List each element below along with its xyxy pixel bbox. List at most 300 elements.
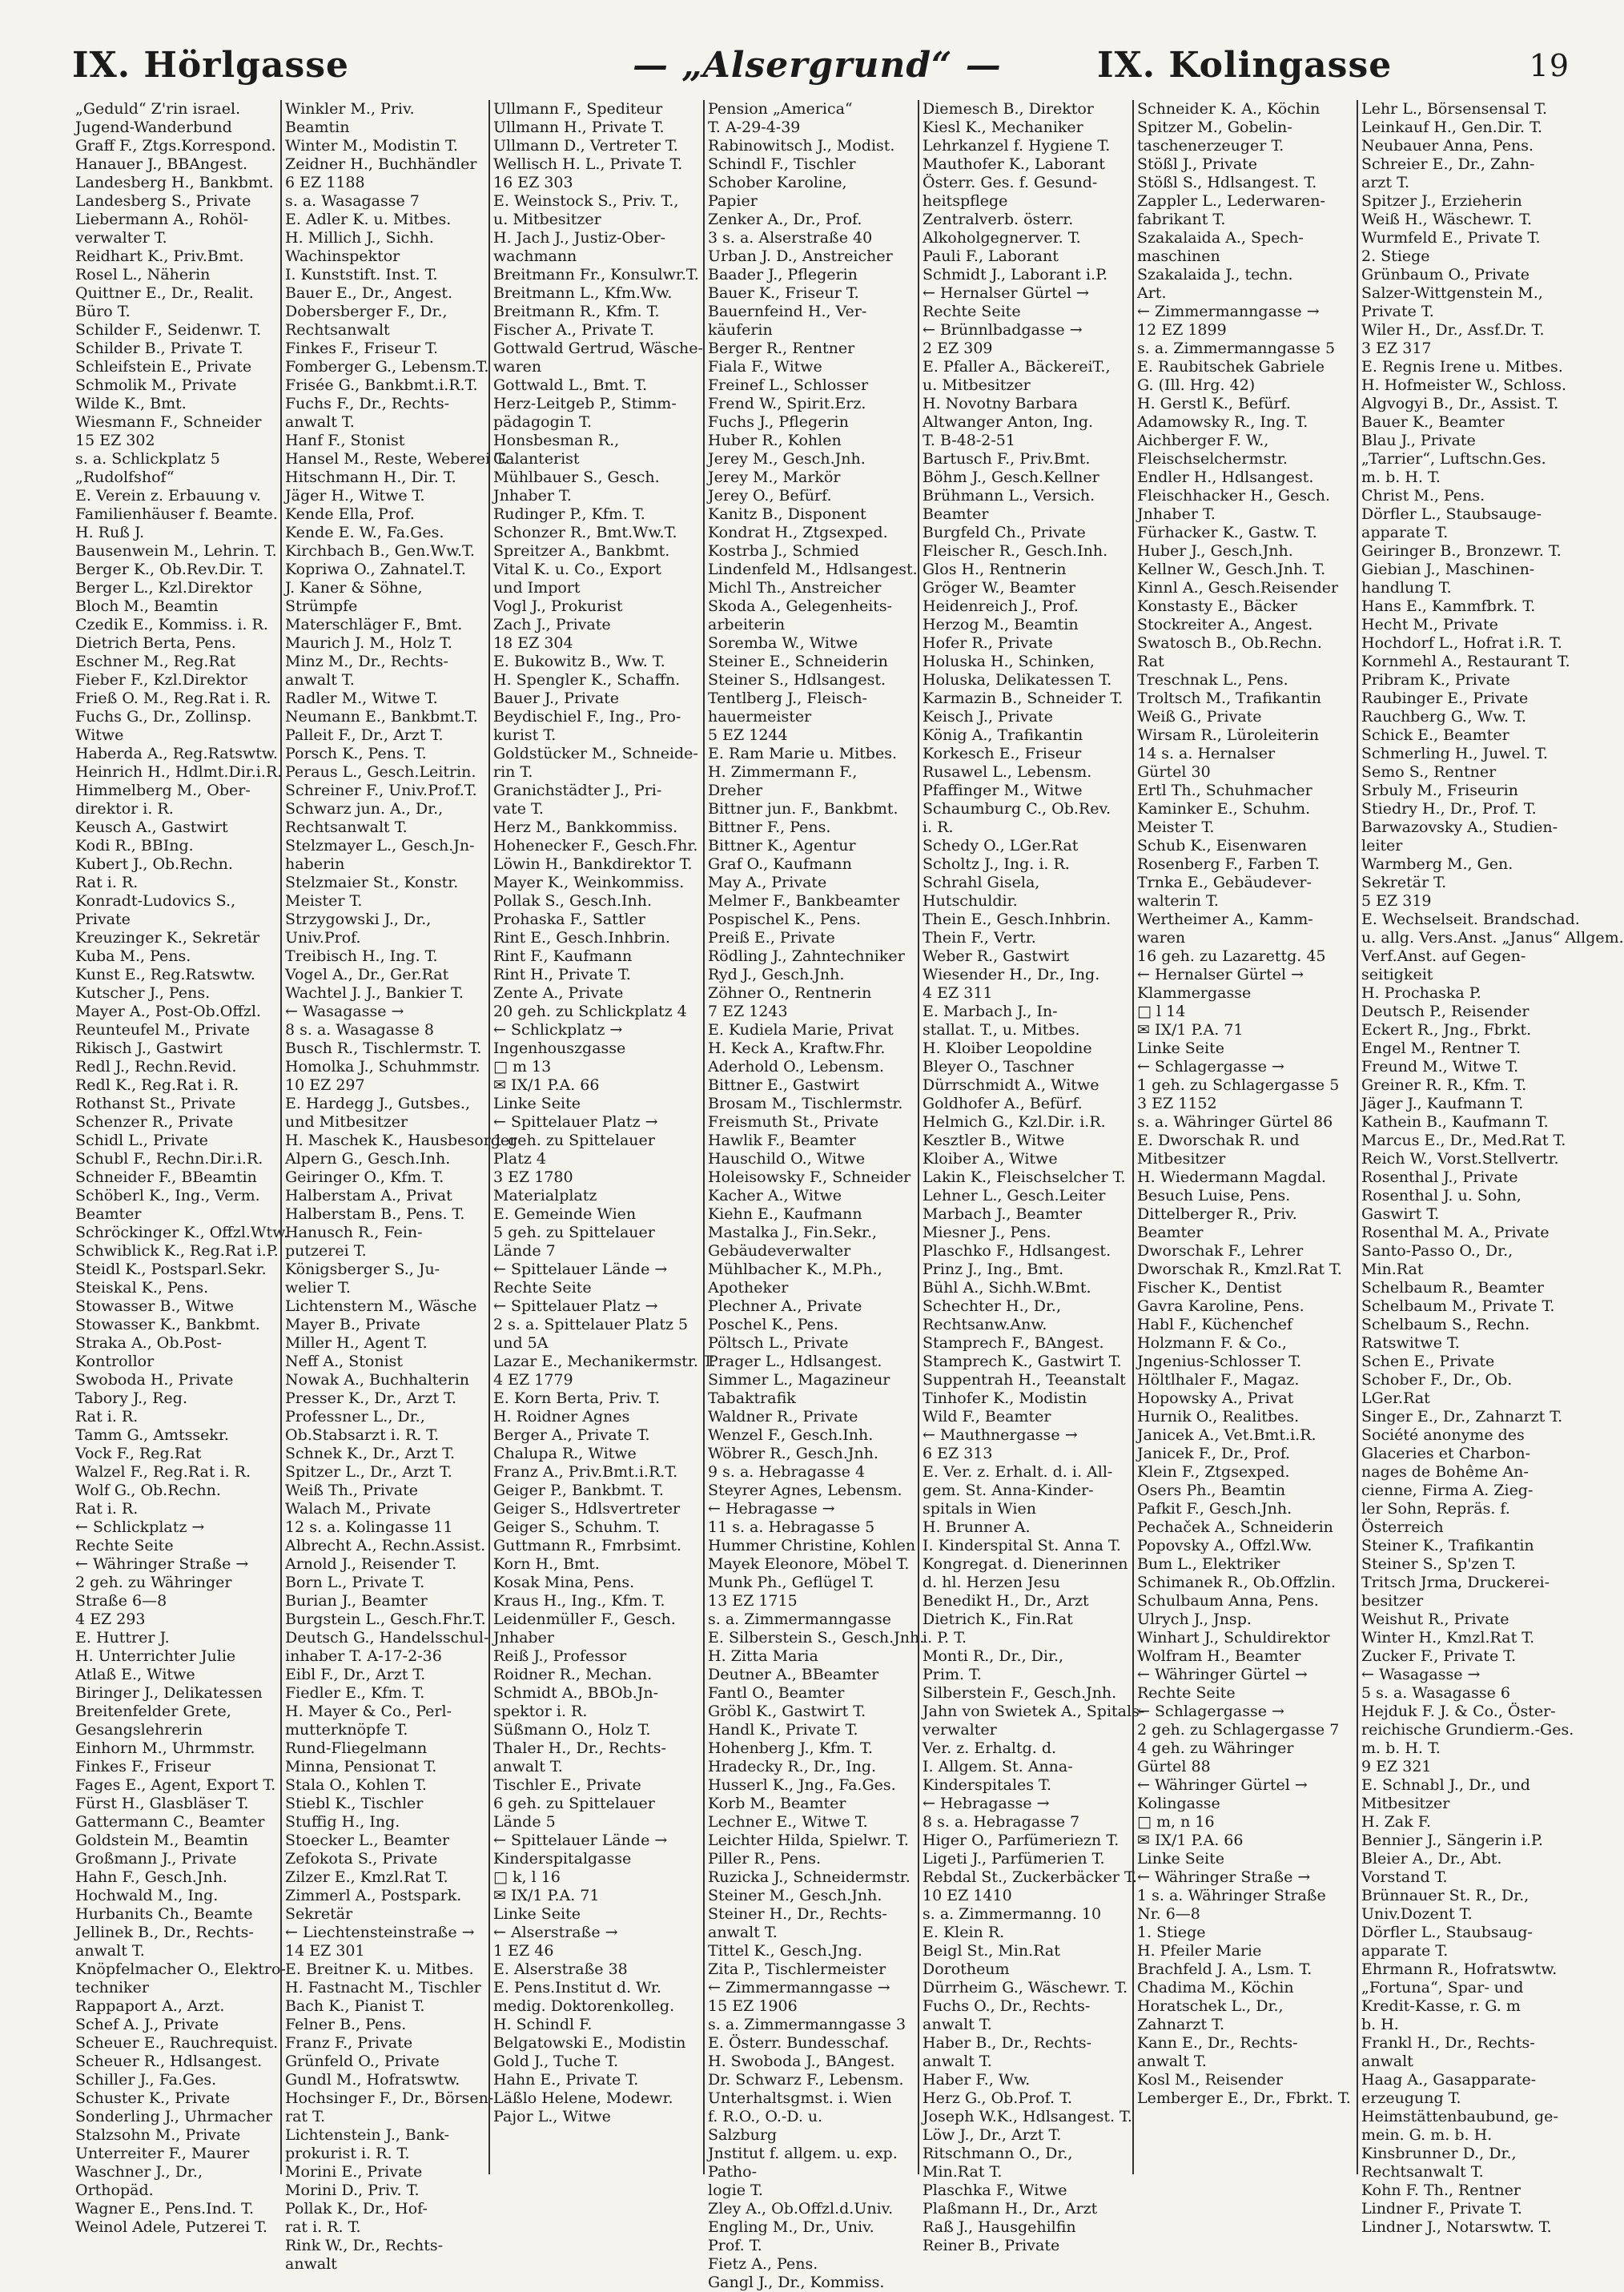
directory-line: Vock F., Reg.Rat	[75, 1445, 202, 1462]
directory-line: Vital K. u. Co., Export	[493, 561, 661, 578]
directory-line: spektor i. R.	[493, 1703, 588, 1720]
directory-line: arbeiterin	[708, 616, 786, 633]
directory-line: Ritschmann O., Dr.,	[923, 2145, 1073, 2162]
directory-line: Rikisch J., Gastwirt	[75, 1039, 223, 1057]
directory-line: Herz-Leitgeb P., Stimm-	[493, 395, 677, 412]
directory-line: H. Spengler K., Schaffn.	[493, 671, 681, 689]
directory-line: Kuba M., Pens.	[75, 947, 191, 965]
directory-line: Engel M., Rentner T.	[1361, 1039, 1521, 1057]
directory-line: Kesztler B., Witwe	[923, 1132, 1065, 1149]
directory-line: Chalupa R., Witwe	[493, 1445, 637, 1462]
directory-line: Schechter H., Dr.,	[923, 1297, 1062, 1315]
directory-line: 3 EZ 1152	[1137, 1095, 1217, 1112]
directory-line: Fantl O., Beamter	[708, 1684, 845, 1702]
directory-line: Weiß H., Wäschewr. T.	[1361, 211, 1533, 228]
directory-line: Kolingasse	[1137, 1795, 1220, 1812]
directory-line: Galanterist	[493, 450, 580, 468]
directory-line: Zahnarzt T.	[1137, 2016, 1225, 2033]
directory-line: Spitzer M., Gobelin-	[1137, 119, 1292, 136]
directory-line: anwalt	[1361, 2053, 1413, 2070]
directory-line: Schmidt J., Laborant i.P.	[923, 266, 1108, 283]
directory-line: Schmerling H., Juwel. T.	[1361, 745, 1548, 762]
directory-line: Liebermann A., Rohöl-	[75, 211, 249, 228]
directory-line: Ruzicka J., Schneidermstr.	[708, 1868, 910, 1886]
directory-line: Beamtin	[285, 119, 350, 136]
directory-line: Rechtsanwalt	[285, 321, 390, 339]
directory-line: Semo S., Rentner	[1361, 763, 1497, 781]
directory-line: Janicek F., Dr., Prof.	[1137, 1445, 1291, 1462]
directory-line: Mauthofer K., Laborant	[923, 155, 1105, 173]
directory-line: Jerey O., Befürf.	[708, 487, 832, 505]
directory-line: Löwin H., Bankdirektor T.	[493, 855, 693, 873]
directory-line: stallat. T., u. Mitbes.	[923, 1021, 1080, 1039]
directory-line: Landesberg S., Private	[75, 192, 251, 210]
directory-line: Schmidt A., BBOb.Jn-	[493, 1684, 658, 1702]
directory-line: 4 EZ 1779	[493, 1371, 573, 1389]
directory-line: Lindner J., Notarswtw. T.	[1361, 2218, 1552, 2236]
directory-line: Lehner L., Gesch.Leiter	[923, 1187, 1106, 1204]
directory-line: Troltsch M., Trafikantin	[1137, 690, 1321, 707]
directory-line: 4 geh. zu Währinger	[1137, 1739, 1294, 1757]
directory-line: Gröbl K., Gastwirt T.	[708, 1703, 866, 1720]
directory-line: Suppentrah H., Teeanstalt	[923, 1371, 1126, 1389]
directory-line: ← Brünnlbadgasse →	[923, 321, 1083, 339]
directory-line: m. b. H. T.	[1361, 1739, 1441, 1757]
directory-line: Frend W., Spirit.Erz.	[708, 395, 866, 412]
directory-line: Chadima M., Köchin	[1137, 1979, 1294, 1996]
directory-line: E. Marbach J., In-	[923, 1003, 1058, 1020]
directory-line: medig. Doktorenkolleg.	[493, 1997, 675, 2015]
directory-line: Schulbaum Anna, Pens.	[1137, 1592, 1319, 1610]
directory-line: spitals in Wien	[923, 1500, 1036, 1518]
directory-line: Bum L., Elektriker	[1137, 1555, 1280, 1573]
directory-line: Raß J., Hausgehilfin	[923, 2218, 1076, 2236]
directory-line: Schindl F., Tischler	[708, 155, 856, 173]
directory-line: Süßmann O., Holz T.	[493, 1721, 651, 1739]
directory-line: Schick E., Beamter	[1361, 726, 1509, 744]
directory-line: Holuska, Delikatessen T.	[923, 671, 1112, 689]
directory-line: Weber R., Gastwirt	[923, 947, 1070, 965]
directory-line: E. Schnabl J., Dr., und	[1361, 1776, 1530, 1794]
directory-line: Salzer-Wittgenstein M.,	[1361, 284, 1543, 302]
directory-line: Bach K., Pianist T.	[285, 1997, 425, 2015]
directory-line: Goldstücker M., Schneide-	[493, 745, 698, 762]
directory-line: E. Wechselseit. Brandschad.	[1361, 911, 1580, 928]
directory-line: und 5A	[493, 1334, 549, 1352]
column-5	[918, 100, 1145, 2254]
directory-line: Bauer K., Friseur T.	[708, 284, 859, 302]
directory-line: b. H.	[1361, 2016, 1399, 2033]
directory-line: Rint E., Gesch.Inhbrin.	[493, 929, 670, 947]
directory-line: Rint F., Kaufmann	[493, 947, 633, 965]
directory-line: Wöbrer R., Gesch.Jnh.	[708, 1445, 878, 1462]
directory-line: Prinz J., Ing., Bmt.	[923, 1261, 1064, 1278]
page-number: 19	[1529, 48, 1570, 83]
directory-line: Art.	[1137, 284, 1167, 302]
directory-line: 16 geh. zu Lazarettg. 45	[1137, 947, 1326, 965]
directory-line: „Fortuna“, Spar- und	[1361, 1979, 1524, 1996]
directory-line: i. P. T.	[923, 1629, 967, 1647]
directory-line: Monti R., Dr., Dir.,	[923, 1647, 1064, 1665]
directory-line: Neff A., Stonist	[285, 1353, 404, 1370]
directory-line: apparate T.	[1361, 524, 1449, 541]
directory-line: Korn H., Bmt.	[493, 1555, 600, 1573]
directory-line: ← Zimmermanngasse →	[708, 1979, 890, 1996]
directory-line: Schiller J., Fa.Ges.	[75, 2071, 217, 2089]
directory-line: 12 s. a. Kolingasse 11	[285, 1518, 453, 1536]
directory-line: Thaler H., Dr., Rechts-	[493, 1739, 666, 1757]
directory-line: 1 s. a. Währinger Straße	[1137, 1887, 1326, 1904]
directory-line: ✉ IX/1 P.A. 66	[493, 1076, 600, 1094]
directory-line: anwalt T.	[75, 1942, 145, 1960]
directory-line: anwalt T.	[923, 2053, 992, 2070]
directory-line: Urban J. D., Anstreicher	[708, 247, 893, 265]
directory-line: Witwe	[75, 726, 124, 744]
directory-line: Kodi R., BBIng.	[75, 837, 194, 854]
directory-line: welier T.	[285, 1279, 351, 1297]
directory-line: Reunteufel M., Private	[75, 1021, 250, 1039]
directory-line: logie T.	[708, 2181, 763, 2199]
directory-line: Kanitz B., Disponent	[708, 505, 866, 523]
directory-line: Mayer B., Private	[285, 1316, 420, 1333]
directory-line: Berger A., Private T.	[493, 1426, 650, 1444]
directory-line: Dittelberger R., Priv.	[1137, 1205, 1297, 1223]
directory-line: Beamter	[923, 505, 989, 523]
directory-line: Fuchs G., Dr., Zollinsp.	[75, 708, 252, 726]
directory-line: Hohenecker F., Gesch.Fhr.	[493, 837, 698, 854]
directory-line: Dietrich K., Fin.Rat	[923, 1610, 1073, 1628]
directory-line: Gangl J., Dr., Kommiss.	[708, 2274, 885, 2291]
directory-line: Korkesch E., Friseur	[923, 745, 1082, 762]
directory-line: Hurnik O., Realitbes.	[1137, 1408, 1300, 1425]
directory-line: Zeidner H., Buchhändler	[285, 155, 477, 173]
directory-line: 5 EZ 319	[1361, 892, 1432, 910]
directory-line: Arnold J., Reisender T.	[285, 1555, 457, 1573]
directory-line: Jerey M., Gesch.Jnh.	[708, 450, 866, 468]
directory-line: Schmolik M., Private	[75, 376, 237, 394]
directory-line: Rebdal St., Zuckerbäcker T.	[923, 1868, 1137, 1886]
directory-line: □ m 13	[493, 1058, 552, 1076]
directory-line: Mühlbauer S., Gesch.	[493, 468, 660, 486]
directory-line: Rint H., Private T.	[493, 966, 631, 983]
directory-line: m. b. H. T.	[1361, 468, 1441, 486]
directory-line: Helmich G., Kzl.Dir. i.R.	[923, 1113, 1106, 1131]
directory-line: Schober F., Dr., Ob.	[1361, 1371, 1513, 1389]
directory-line: Swatosch B., Ob.Rechn.	[1137, 634, 1322, 652]
directory-line: mutterknöpfe T.	[285, 1721, 408, 1739]
directory-line: Kacher A., Witwe	[708, 1187, 842, 1204]
directory-line: Adamowsky R., Ing. T.	[1137, 413, 1308, 431]
directory-line: H. Zimmermann F.,	[708, 763, 858, 781]
directory-line: Rat i. R.	[75, 874, 139, 891]
directory-line: Plechner A., Private	[708, 1297, 862, 1315]
directory-line: Hutschuldir.	[923, 892, 1018, 910]
directory-line: Böhm J., Gesch.Kellner	[923, 468, 1099, 486]
directory-line: s. a. Zimmermanngasse 3	[708, 2016, 906, 2033]
directory-line: Univ.Prof.	[285, 929, 361, 947]
directory-line: Steyrer Agnes, Lebensm.	[708, 1482, 902, 1499]
directory-line: Geiger S., Schuhm. T.	[493, 1518, 660, 1536]
directory-line: Wiesmann F., Schneider	[75, 413, 262, 431]
directory-line: Bühl A., Sichh.W.Bmt.	[923, 1279, 1091, 1297]
directory-line: Vogel A., Dr., Ger.Rat	[285, 966, 449, 983]
directory-line: Scholtz J., Ing. i. R.	[923, 855, 1070, 873]
directory-line: Kirchbach B., Gen.Ww.T.	[285, 542, 475, 560]
directory-line: Wurmfeld E., Private T.	[1361, 229, 1541, 247]
directory-line: Dörfler L., Staubsauge-	[1361, 505, 1542, 523]
directory-line: Schidl L., Private	[75, 1132, 208, 1149]
directory-line: haberin	[285, 855, 345, 873]
directory-line: Orthopäd.	[75, 2181, 154, 2199]
directory-line: maschinen	[1137, 247, 1220, 265]
directory-line: Linke Seite	[493, 1905, 581, 1923]
directory-line: Giebian J., Maschinen-	[1361, 561, 1535, 578]
directory-line: Kiesl K., Mechaniker	[923, 119, 1083, 136]
directory-line: H. Prochaska P.	[1361, 984, 1481, 1002]
directory-line: I. Kinderspital St. Anna T.	[923, 1537, 1121, 1554]
directory-line: Engling M., Dr., Univ.	[708, 2218, 874, 2236]
directory-line: E. Ver. z. Erhalt. d. i. All-	[923, 1463, 1113, 1481]
directory-line: E. Pens.Institut d. Wr.	[493, 1979, 661, 1996]
directory-line: 2 geh. zu Währinger	[75, 1574, 232, 1591]
directory-line: Jäger J., Kaufmann T.	[1361, 1095, 1524, 1112]
directory-line: Strzygowski J., Dr.,	[285, 911, 432, 928]
directory-line: Korb M., Beamter	[708, 1795, 846, 1812]
directory-line: Rechtsanwalt T.	[285, 818, 408, 836]
directory-line: Husserl K., Jng., Fa.Ges.	[708, 1776, 896, 1794]
directory-line: Singer E., Dr., Zahnarzt T.	[1361, 1408, 1563, 1425]
directory-line: Lazar E., Mechanikermstr. T.	[493, 1353, 716, 1370]
directory-line: Ryd J., Gesch.Jnh.	[708, 966, 845, 983]
directory-line: d. hl. Herzen Jesu	[923, 1574, 1060, 1591]
directory-line: ✉ IX/1 P.A. 71	[1137, 1021, 1244, 1039]
directory-line: u. Mitbesitzer	[923, 376, 1031, 394]
directory-line: Sekretär T.	[1361, 874, 1447, 891]
directory-line: inhaber T. A-17-2-36	[285, 1647, 442, 1665]
directory-line: □ l 14	[1137, 1003, 1186, 1020]
directory-line: Bittner jun. F., Bankbmt.	[708, 800, 898, 818]
directory-line: Kosak Mina, Pens.	[493, 1574, 635, 1591]
directory-line: Burian J., Beamter	[285, 1592, 428, 1610]
directory-line: 8 s. a. Hebragasse 7	[923, 1813, 1080, 1831]
directory-line: rat i. R. T.	[285, 2218, 361, 2236]
directory-line: H. Mayer & Co., Perl-	[285, 1703, 452, 1720]
directory-line: Schwiblick K., Reg.Rat i.P.	[75, 1242, 279, 1260]
directory-line: Rosel L., Näherin	[75, 266, 211, 283]
directory-line: Patho-	[708, 2163, 757, 2181]
directory-line: Rusawel L., Lebensm.	[923, 763, 1092, 781]
directory-line: Hofer R., Private	[923, 634, 1053, 652]
directory-line: Gottwald Gertrud, Wäsche-	[493, 340, 703, 357]
directory-line: Dworschak F., Lehrer	[1137, 1242, 1304, 1260]
directory-line: Benedikt H., Dr., Arzt	[923, 1592, 1089, 1610]
directory-line: Bittner K., Agentur	[708, 837, 856, 854]
directory-line: Ob.Stabsarzt i. R. T.	[285, 1426, 440, 1444]
directory-line: Büro T.	[75, 303, 131, 320]
directory-line: ler Sohn, Repräs. f.	[1361, 1500, 1510, 1518]
directory-line: E. Verein z. Erbauung v.	[75, 487, 261, 505]
directory-line: ← Hernalser Gürtel →	[923, 284, 1090, 302]
directory-line: 1 geh. zu Spittelauer	[493, 1132, 655, 1149]
directory-line: anwalt	[285, 2255, 337, 2273]
directory-line: Nowak A., Buchhalterin	[285, 1371, 470, 1389]
directory-line: Eschner M., Reg.Rat	[75, 653, 236, 670]
directory-line: Kunst E., Reg.Ratswtw.	[75, 966, 255, 983]
directory-line: Nr. 6—8	[1137, 1905, 1200, 1923]
directory-line: E. Dworschak R. und	[1137, 1132, 1300, 1149]
directory-line: Schelbaum R., Beamter	[1361, 1279, 1544, 1297]
directory-line: Schöberl K., Ing., Verm.	[75, 1187, 260, 1204]
directory-line: Steiner S., Hdlsangest.	[708, 671, 886, 689]
directory-line: Reiner B., Private	[923, 2237, 1060, 2254]
directory-line: Porsch K., Pens. T.	[285, 745, 427, 762]
directory-line: Eckert R., Jng., Fbrkt.	[1361, 1021, 1532, 1039]
directory-line: Hopowsky A., Privat	[1137, 1389, 1294, 1407]
directory-line: Wertheimer A., Kamm-	[1137, 911, 1313, 928]
directory-line: Rat i. R.	[75, 1408, 139, 1425]
directory-line: Piller R., Pens.	[708, 1850, 822, 1868]
directory-line: Guttmann R., Fmrbsimt.	[493, 1537, 681, 1554]
directory-line: Prof. T.	[708, 2237, 762, 2254]
directory-line: Zita P., Tischlermeister	[708, 1960, 886, 1978]
directory-line: Stelzmayer L., Gesch.Jn-	[285, 837, 475, 854]
directory-line: Rosenthal J., Private	[1361, 1168, 1518, 1186]
directory-line: Ligeti J., Parfümerien T.	[923, 1850, 1105, 1868]
directory-line: Geiringer O., Kfm. T.	[285, 1168, 444, 1186]
column-4	[703, 100, 925, 2291]
directory-line: 5 geh. zu Spittelauer	[493, 1224, 655, 1241]
directory-line: Platz 4	[493, 1150, 546, 1168]
directory-line: 13 EZ 1715	[708, 1592, 798, 1610]
directory-line: 14 s. a. Hernalser	[1137, 745, 1276, 762]
directory-line: Gröger W., Beamter	[923, 579, 1076, 597]
directory-line: Stala O., Kohlen T.	[285, 1776, 427, 1794]
directory-line: Honsbesman R.,	[493, 432, 620, 449]
directory-line: käuferin	[708, 321, 773, 339]
directory-line: Lichtenstein J., Bank-	[285, 2126, 450, 2144]
directory-line: Heimstättenbaubund, ge-	[1361, 2108, 1558, 2125]
directory-line: Hradecky R., Dr., Ing.	[708, 1758, 877, 1775]
directory-line: Jäger H., Witwe T.	[285, 487, 425, 505]
directory-line: Frisée G., Bankbmt.i.R.T.	[285, 376, 478, 394]
directory-line: Schleifstein E., Private	[75, 358, 252, 376]
directory-line: Wenzel F., Gesch.Inh.	[708, 1426, 874, 1444]
directory-line: Weinol Adele, Putzerei T.	[75, 2218, 267, 2236]
directory-line: Brachfeld J. A., Lsm. T.	[1137, 1960, 1312, 1978]
directory-line: besitzer	[1361, 1592, 1424, 1610]
directory-line: Eibl F., Dr., Arzt T.	[285, 1666, 426, 1683]
directory-line: Weishut R., Private	[1361, 1610, 1509, 1628]
directory-line: mein. G. m. b. H.	[1361, 2126, 1493, 2144]
directory-line: Redl J., Rechn.Revid.	[75, 1058, 237, 1076]
directory-line: direktor i. R.	[75, 800, 174, 818]
directory-line: verwalter	[923, 1721, 997, 1739]
directory-line: Mitbesitzer	[1137, 1150, 1226, 1168]
directory-line: Steiner H., Dr., Rechts-	[708, 1905, 887, 1923]
directory-line: Szakalaida A., Spech-	[1137, 229, 1304, 247]
directory-line: Waschner J., Dr.,	[75, 2163, 203, 2181]
directory-line: 2 s. a. Spittelauer Platz 5	[493, 1316, 689, 1333]
directory-line: Bauer K., Beamter	[1361, 413, 1505, 431]
directory-line: Weiß G., Private	[1137, 708, 1262, 726]
directory-line: hauermeister	[708, 708, 812, 726]
directory-line: Deutsch G., Handelsschul-	[285, 1629, 489, 1647]
directory-line: Rauchberg G., Ww. T.	[1361, 708, 1527, 726]
directory-line: Goldstein M., Beamtin	[75, 1832, 248, 1849]
directory-line: Treschnak L., Pens.	[1137, 671, 1288, 689]
directory-line: Fischer A., Private T.	[493, 321, 654, 339]
directory-line: Wild F., Beamter	[923, 1408, 1051, 1425]
directory-line: Plaschka F., Witwe	[923, 2181, 1067, 2199]
directory-line: handlung T.	[1361, 579, 1452, 597]
directory-line: Jngenius-Schlosser T.	[1137, 1353, 1302, 1370]
directory-line: pädagogin T.	[493, 413, 593, 431]
directory-line: LGer.Rat	[1361, 1389, 1430, 1407]
directory-line: Rothanst St., Private	[75, 1095, 236, 1112]
directory-line: Zöhner O., Rentnerin	[708, 984, 872, 1002]
directory-line: Reidhart K., Priv.Bmt.	[75, 247, 244, 265]
directory-line: und Import	[493, 579, 581, 597]
directory-line: Hochdorf L., Hofrat i.R. T.	[1361, 634, 1562, 652]
directory-line: Jnstitut f. allgem. u. exp.	[708, 2145, 898, 2162]
directory-line: Gaswirt T.	[1361, 1205, 1440, 1223]
directory-line: Walach M., Private	[285, 1500, 431, 1518]
directory-line: 10 EZ 1410	[923, 1887, 1012, 1904]
directory-line: Altwanger Anton, Ing.	[923, 413, 1094, 431]
directory-line: Gattermann C., Beamter	[75, 1813, 265, 1831]
directory-line: Vorstand T.	[1361, 1868, 1448, 1886]
directory-line: ← Zimmermanngasse →	[1137, 303, 1320, 320]
directory-line: 11 s. a. Hebragasse 5	[708, 1518, 875, 1536]
directory-line: Hauschild O., Witwe	[708, 1150, 866, 1168]
directory-line: E. Kudiela Marie, Privat	[708, 1021, 894, 1039]
directory-line: Warmberg M., Gen.	[1361, 855, 1513, 873]
directory-line: Kende E. W., Fa.Ges.	[285, 524, 444, 541]
directory-line: Graf O., Kaufmann	[708, 855, 852, 873]
directory-line: E. Adler K. u. Mitbes.	[285, 211, 452, 228]
directory-line: 5 EZ 1244	[708, 726, 788, 744]
directory-line: Endler H., Hdlsangest.	[1137, 468, 1314, 486]
directory-line: Pribram K., Private	[1361, 671, 1510, 689]
directory-line: ← Währinger Straße →	[75, 1555, 249, 1573]
directory-line: Pfaffinger M., Witwe	[923, 782, 1083, 799]
directory-line: fabrikant T.	[1137, 211, 1226, 228]
directory-line: Freinef L., Schlosser	[708, 376, 869, 394]
directory-line: Verf.Anst. auf Gegen-	[1361, 947, 1526, 965]
directory-line: Steiskal K., Pens.	[75, 1279, 209, 1297]
directory-line: Steiner E., Schneiderin	[708, 653, 888, 670]
directory-line: Leinkauf H., Gen.Dir. T.	[1361, 119, 1543, 136]
directory-line: Vogl J., Prokurist	[493, 597, 623, 615]
directory-line: Melmer F., Bankbeamter	[708, 892, 900, 910]
directory-line: Gold J., Tuche T.	[493, 2053, 619, 2070]
directory-line: Dürrheim G., Wäschewr. T.	[923, 1979, 1128, 1996]
directory-line: Soremba W., Witwe	[708, 634, 858, 652]
directory-line: E. Raubitschek Gabriele	[1137, 358, 1325, 376]
directory-line: Schober Karoline,	[708, 174, 847, 191]
directory-line: Pafkit F., Gesch.Jnh.	[1137, 1500, 1292, 1518]
directory-line: H. Wiedermann Magdal.	[1137, 1168, 1327, 1186]
directory-line: Linke Seite	[1137, 1850, 1224, 1868]
directory-line: leiter	[1361, 837, 1403, 854]
directory-line: Finkes F., Friseur	[75, 1758, 211, 1775]
directory-line: Jerey M., Markör	[708, 468, 841, 486]
directory-line: E. Regnis Irene u. Mitbes.	[1361, 358, 1563, 376]
directory-line: Bittner E., Gastwirt	[708, 1076, 859, 1094]
directory-line: Homolka J., Schuhmmstr.	[285, 1058, 480, 1076]
directory-line: Burgstein L., Gesch.Fhr.T.	[285, 1610, 486, 1628]
directory-line: Dworschak R., Kmzl.Rat T.	[1137, 1261, 1342, 1278]
